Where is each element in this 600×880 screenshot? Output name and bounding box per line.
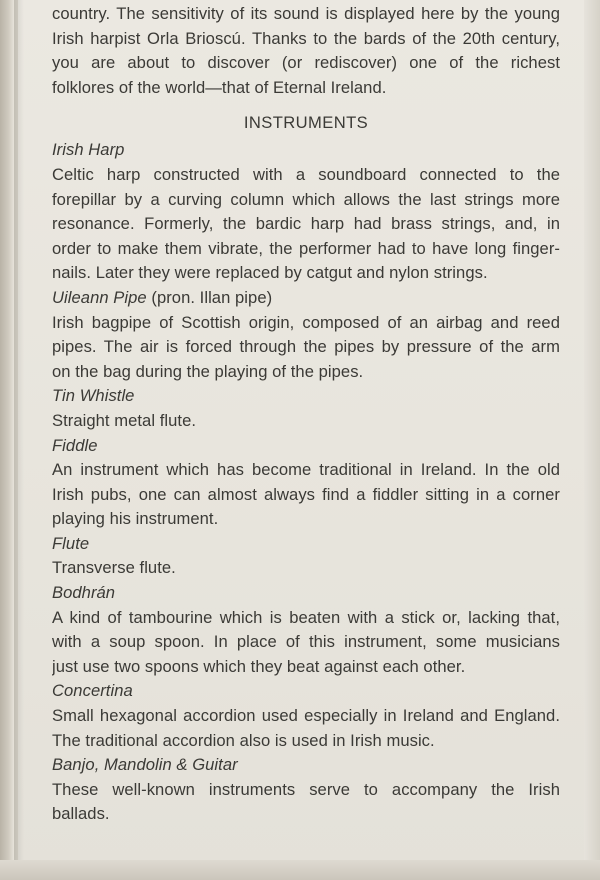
description-line: A kind of tambourine which is beaten with a stick or, lacking that, [52, 607, 560, 627]
description-line: forepillar by a curving column which allows the last strings more [52, 189, 560, 209]
description-line: order to make them vibrate, the performer had to have long finger- [52, 238, 560, 258]
instrument-name: Concertina [52, 681, 133, 701]
description-line: The traditional accordion also is used in Irish music. [52, 730, 435, 750]
description-line: Celtic harp constructed with a soundboard connected to the [52, 164, 560, 184]
instrument-name-line [52, 286, 560, 311]
instrument-name-line [52, 753, 560, 778]
description-line: Irish pubs, one can almost always find a fiddler sitting in a corner [52, 484, 560, 504]
right-page-edge [584, 0, 600, 880]
description-line: Straight metal flute. [52, 410, 197, 430]
description-line: An instrument which has become traditional in Ireland. In the old [52, 460, 560, 480]
description-line: Transverse flute. [52, 558, 176, 578]
instrument-entry [52, 384, 560, 433]
instrument-name-line [52, 384, 560, 409]
instrument-name: Banjo, Mandolin & Guitar [52, 755, 238, 775]
instrument-name: Tin Whistle [52, 386, 135, 406]
instrument-entry [52, 679, 560, 753]
description-line: resonance. Formerly, the bardic harp had brass strings, and, in [52, 214, 560, 234]
description-line: on the bag during the playing of the pipes. [52, 361, 364, 381]
instrument-name-line [52, 532, 560, 557]
instrument-name-line [52, 679, 560, 704]
intro-line: folklores of the world—that of Eternal Ireland. [52, 77, 387, 97]
instrument-name-line [52, 581, 560, 606]
intro-line: you are about to discover (or rediscover) one of the richest [52, 53, 560, 73]
intro-paragraph [52, 2, 560, 100]
instrument-name: Flute [52, 533, 90, 553]
booklet-text [52, 2, 560, 827]
description-line: with a soup spoon. In place of this instrument, some musicians [52, 632, 560, 652]
intro-line: Irish harpist Orla Brioscú. Thanks to the bards of the 20th century, [52, 28, 560, 48]
description-line: Small hexagonal accordion used especially in Ireland and England. [52, 706, 560, 726]
instrument-entry [52, 434, 560, 532]
description-line: pipes. The air is forced through the pipes by pressure of the arm [52, 337, 560, 357]
instrument-note: (pron. Illan pipe) [146, 287, 273, 307]
instrument-name-line [52, 138, 560, 163]
description-line: just use two spoons which they beat against each other. [52, 656, 466, 676]
instrument-entry [52, 532, 560, 581]
instrument-name: Irish Harp [52, 140, 125, 160]
instrument-entry [52, 753, 560, 827]
description-line: nails. Later they were replaced by catgut and nylon strings. [52, 263, 488, 283]
instrument-name-line [52, 434, 560, 459]
description-line: These well-known instruments serve to accompany the Irish [52, 779, 560, 799]
instrument-entry [52, 581, 560, 679]
left-binding-edge [0, 0, 14, 880]
instrument-name: Bodhrán [52, 583, 116, 603]
bottom-page-edge [0, 860, 600, 880]
intro-line: country. The sensitivity of its sound is displayed here by the young [52, 4, 560, 23]
instrument-name: Uileann Pipe [52, 287, 147, 307]
description-line: ballads. [52, 804, 110, 824]
section-heading: INSTRUMENTS [243, 113, 369, 133]
page-fold-shadow [14, 0, 24, 880]
description-line: Irish bagpipe of Scottish origin, composed of an airbag and reed [52, 312, 560, 332]
instrument-entry [52, 286, 560, 384]
instrument-name: Fiddle [52, 435, 98, 455]
description-line: playing his instrument. [52, 509, 219, 529]
instrument-entry [52, 138, 560, 286]
